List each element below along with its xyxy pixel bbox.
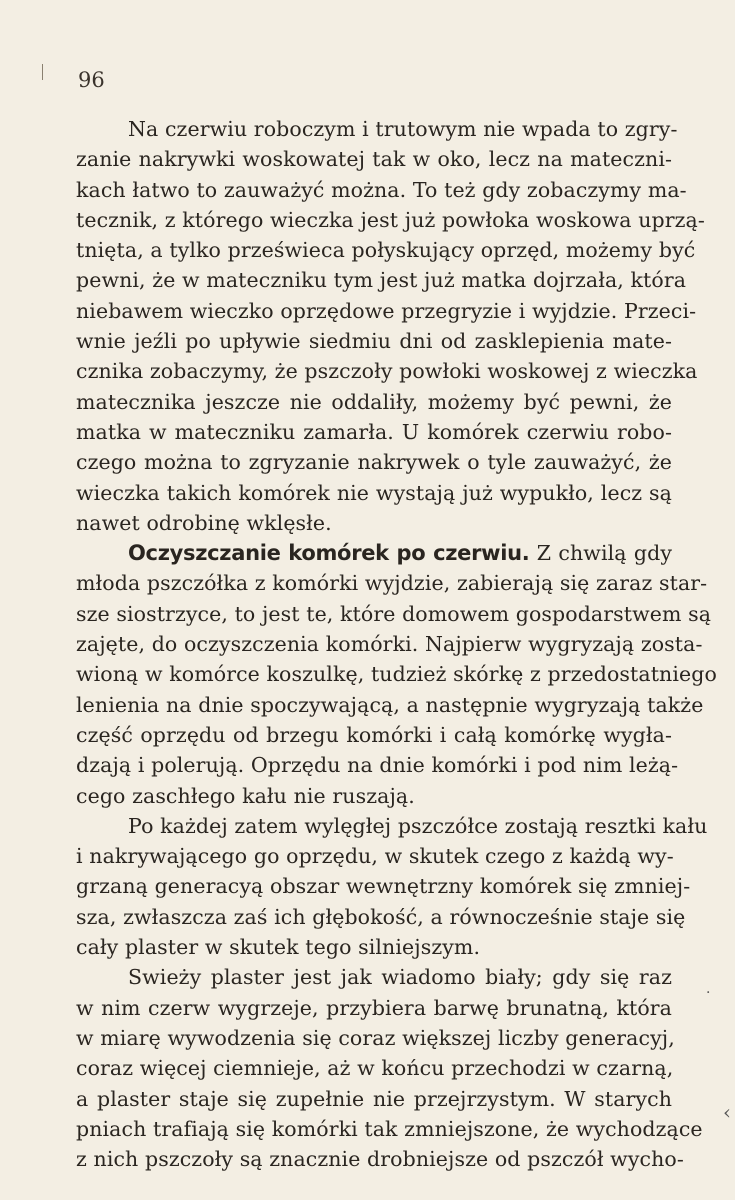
text-line: matka w mateczniku zamarła. U komórek czerwiu robo-: [76, 419, 672, 444]
page-number: 96: [78, 68, 105, 92]
text-line: a plaster staje się zupełnie nie przejrzystym. W starych: [76, 1086, 672, 1111]
text-line: lenienia na dnie spoczywającą, a następnie wygryzają także: [76, 692, 704, 717]
body-text: [76, 114, 717, 1174]
text-line: Swieży plaster jest jak wiadomo biały; gdy się raz: [128, 965, 672, 990]
text-line: zanie nakrywki woskowatej tak w oko, lecz na mateczni-: [76, 147, 672, 172]
text-line: czego można to zgryzanie nakrywek o tyle zauważyć, że: [76, 450, 672, 475]
text-line: tnięta, a tylko prześwieca połyskujący oprzęd, możemy być: [76, 238, 696, 263]
paragraph: [76, 114, 705, 538]
paragraph: [76, 962, 703, 1174]
text-line: zajęte, do oczyszczenia komórki. Najpierw wygryzają zosta-: [76, 632, 703, 657]
margin-tick: [42, 64, 43, 80]
margin-glyph: ‹: [723, 1100, 731, 1124]
text-line: wieczka takich komórek nie wystają już wypukło, lecz są: [76, 480, 672, 505]
text-line: cznika zobaczymy, że pszczoły powłoki woskowej z wieczka: [76, 359, 698, 384]
text-line: w miarę wywodzenia się coraz większej liczby generacyj,: [76, 1025, 675, 1050]
text-line: tecznik, z którego wieczka jest już powłoka woskowa uprzą-: [76, 207, 705, 232]
text-line: Po każdej zatem wylęgłej pszczółce zostają resztki kału: [128, 813, 708, 838]
section-heading: Oczyszczanie komórek po czerwiu.: [128, 541, 530, 566]
text-line: cały plaster w skutek tego silniejszym.: [76, 935, 481, 960]
text-line: niebawem wieczko oprzędowe przegryzie i wyjdzie. Przeci-: [76, 298, 697, 323]
heading-line: [76, 538, 672, 568]
text-line: w nim czerw wygrzeje, przybiera barwę brunatną, która: [76, 995, 672, 1020]
text-line: cego zaschłego kału nie ruszają.: [76, 783, 415, 808]
text-line: sza, zwłaszcza zaś ich głębokość, a równocześnie staje się: [76, 904, 686, 929]
text-line: pewni, że w mateczniku tym jest już matka dojrzała, która: [76, 268, 687, 293]
text-line: Na czerwiu roboczym i trutowym nie wpada to zgry-: [128, 117, 678, 141]
text-line: grzaną generacyą obszar wewnętrzny komórek się zmniej-: [76, 874, 691, 899]
text-line: część oprzędu od brzegu komórki i całą komórkę wygła-: [76, 722, 672, 747]
text-line: coraz więcej ciemnieje, aż w końcu przechodzi w czarną,: [76, 1056, 674, 1081]
text-line: młoda pszczółka z komórki wyjdzie, zabierają się zaraz star-: [76, 571, 708, 596]
text-fragment: Z chwilą gdy: [536, 541, 672, 566]
text-line: pniach trafiają się komórki tak zmniejszone, że wychodzące: [76, 1116, 703, 1141]
text-line: matecznika jeszcze nie oddaliły, możemy być pewni, że: [76, 389, 672, 414]
margin-dot: ·: [706, 985, 711, 1001]
text-line: i nakrywającego go oprzędu, w skutek czego z każdą wy-: [76, 844, 674, 869]
text-line: wnie jeźli po upływie siedmiu dni od zasklepienia mate-: [76, 329, 672, 354]
text-line: sze siostrzyce, to jest te, które domowem gospodarstwem są: [76, 601, 712, 626]
paragraph: [76, 538, 717, 811]
text-line: wioną w komórce koszulkę, tudzież skórkę z przedostatniego: [76, 662, 717, 687]
text-line: dzają i polerują. Oprzędu na dnie komórki i pod nim leżą-: [76, 753, 679, 778]
text-line: kach łatwo to zauważyć można. To też gdy zobaczymy ma-: [76, 177, 687, 202]
text-line: z nich pszczoły są znacznie drobniejsze od pszczół wycho-: [76, 1147, 684, 1172]
paragraph: [76, 811, 708, 962]
text-line: nawet odrobinę wklęsłe.: [76, 510, 332, 535]
